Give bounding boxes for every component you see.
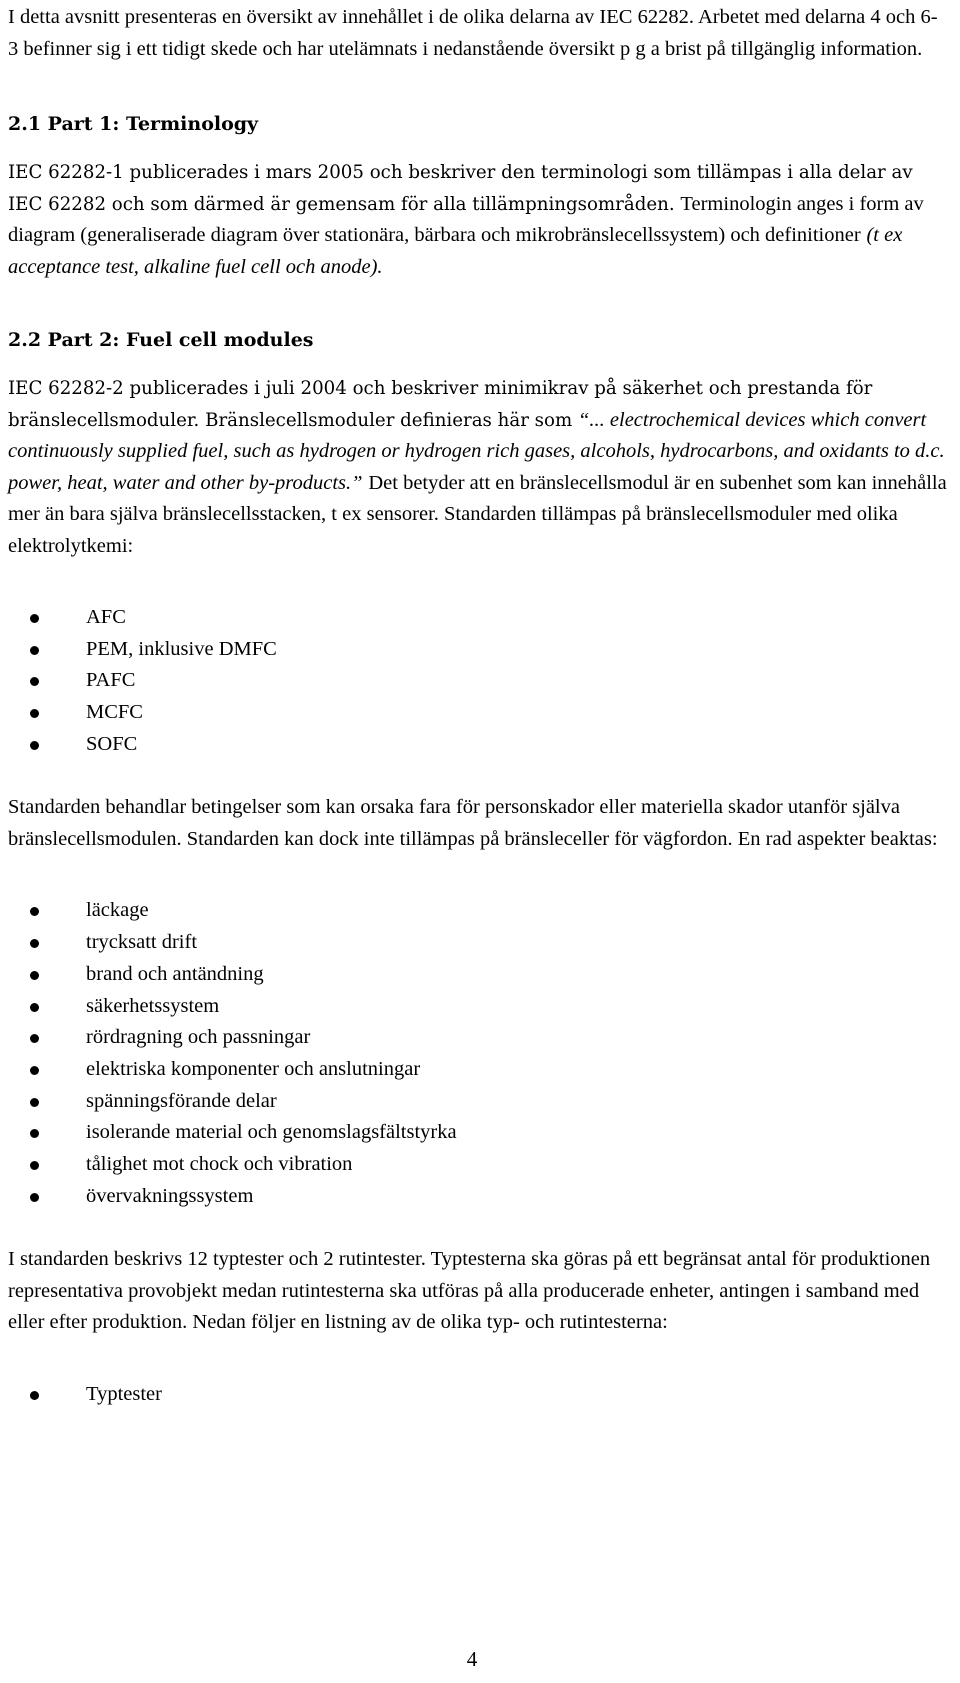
- list-item: SOFC: [8, 729, 948, 761]
- part1-text-b: Terminologin anges i form av diagram (generaliserade diagram över stationära, bärbara och mikrobränslecellssystem) och definitioner: [8, 192, 924, 246]
- section-heading-part1: 2.1 Part 1: Terminology: [8, 113, 259, 135]
- tests-list: [8, 1379, 948, 1411]
- list-item: tålighet mot chock och vibration: [8, 1149, 948, 1181]
- list-item: PEM, inklusive DMFC: [8, 634, 948, 666]
- bullet-icon: [30, 709, 39, 718]
- list-item: PAFC: [8, 665, 948, 697]
- bullet-icon: [30, 1391, 39, 1400]
- chemistry-list: [8, 602, 948, 760]
- list-item: AFC: [8, 602, 948, 634]
- page-number: 4: [466, 1647, 478, 1671]
- bullet-icon: [30, 677, 39, 686]
- part1-paragraph: [8, 157, 948, 283]
- part2-text-b: Det betyder att en bränslecellsmodul är en subenhet som kan innehålla mer än bara själva bränslecellsstacken, t ex sensorer. Standarden tillämpas på bränslecellsmoduler med olika elektrolytkemi:: [8, 471, 947, 557]
- document-page: [8, 0, 948, 1411]
- bullet-icon: [30, 1066, 39, 1075]
- part2-quote: “... electrochemical devices which convert continuously supplied fuel, such as hydrogen or hydrogen rich gases, alcohols, hydrocarbons, and oxidants to d.c. power, heat, water and other by-products.”: [8, 408, 945, 494]
- list-item: trycksatt drift: [8, 927, 948, 959]
- list-item: övervakningssystem: [8, 1181, 948, 1213]
- list-item: läckage: [8, 895, 948, 927]
- list-item: spänningsförande delar: [8, 1086, 948, 1118]
- bullet-icon: [30, 646, 39, 655]
- part1-text-a: IEC 62282-1 publicerades i mars 2005 och beskriver den terminologi som tillämpas i alla delar av IEC 62282 och som därmed är gemensam för alla tillämpningsområden.: [8, 162, 913, 215]
- list-item: MCFC: [8, 697, 948, 729]
- aspects-list: [8, 895, 948, 1212]
- bullet-icon: [30, 939, 39, 948]
- bullet-icon: [30, 971, 39, 980]
- bullet-icon: [30, 907, 39, 916]
- list-item: Typtester: [8, 1379, 948, 1411]
- part2-paragraph-d: I standarden beskrivs 12 typtester och 2 rutintester. Typtesterna ska göras på ett begränsat antal för produktionen representativa provobjekt medan rutintesterna ska utföras på alla producerade enheter, antingen i samband med eller efter produktion. Nedan följer en listning av de olika typ- och rutintesterna:: [8, 1248, 931, 1334]
- bullet-icon: [30, 1193, 39, 1202]
- part2-text-a: IEC 62282-2 publicerades i juli 2004 och beskriver minimikrav på säkerhet och prestanda för bränslecellsmoduler. Bränslecellsmoduler definieras här som: [8, 378, 873, 431]
- section-heading-part2: 2.2 Part 2: Fuel cell modules: [8, 329, 314, 351]
- intro-paragraph: I detta avsnitt presenteras en översikt av innehållet i de olika delarna av IEC 62282. Arbetet med delarna 4 och 6-3 befinner sig i ett tidigt skede och har utelämnats i nedanstående översikt p g a brist på tillgänglig information.: [8, 6, 938, 60]
- bullet-icon: [30, 1161, 39, 1170]
- bullet-icon: [30, 1129, 39, 1138]
- list-item: isolerande material och genomslagsfältstyrka: [8, 1117, 948, 1149]
- list-item: brand och antändning: [8, 959, 948, 991]
- list-item: säkerhetssystem: [8, 991, 948, 1023]
- part2-paragraph-c: Standarden behandlar betingelser som kan orsaka fara för personskador eller materiella skador utanför själva bränslecellsmodulen. Standarden kan dock inte tillämpas på bränsleceller för vägfordon. En rad aspekter beaktas:: [8, 796, 938, 850]
- bullet-icon: [30, 1003, 39, 1012]
- list-item: elektriska komponenter och anslutningar: [8, 1054, 948, 1086]
- bullet-icon: [30, 614, 39, 623]
- bullet-icon: [30, 1034, 39, 1043]
- bullet-icon: [30, 741, 39, 750]
- part2-paragraph: [8, 373, 948, 562]
- bullet-icon: [30, 1098, 39, 1107]
- list-item: rördragning och passningar: [8, 1022, 948, 1054]
- part1-text-italic: (t ex acceptance test, alkaline fuel cell och anode).: [8, 224, 903, 278]
